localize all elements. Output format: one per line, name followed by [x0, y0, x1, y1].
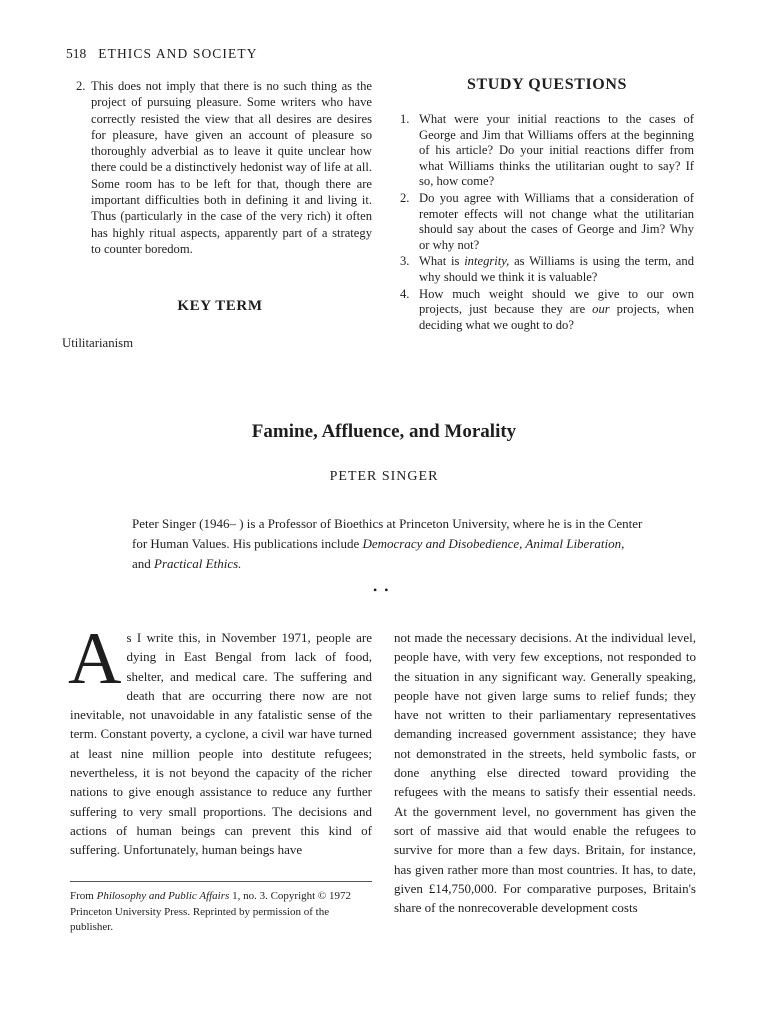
body-column-right	[394, 628, 696, 917]
body-column-left	[68, 618, 372, 860]
endnote-number: 2.	[76, 79, 86, 93]
study-question: 3. What is integrity, as Williams is using the term, and why should we think it is valuable?	[400, 254, 694, 284]
book-title: Democracy and Disobedience, Animal Liberation,	[362, 536, 625, 551]
key-term-heading: KEY TERM	[177, 298, 263, 314]
study-question: 2. Do you agree with Williams that a consideration of remoter effects will not change what the utilitarian should say about the cases of George and Jim? Why or why not?	[400, 190, 694, 252]
study-question: 4. How much weight should we give to our own projects, just because they are our projects, when deciding what we ought to do?	[400, 286, 694, 332]
footnote-divider	[70, 881, 372, 882]
endnote-text: This does not imply that there is no such thing as the project of pursuing pleasure. Some writers who have correctly resisted the view that all desires are desires for pleasure, have given an account of pleasure so thoroughly adverbial as to leave it quite unclear how there could be a distinctively hedonist way of life at all. Some room has to be left for that, though there are important difficulties both in defining it and living it. Thus (particularly in the case of the very rich) it often has highly ritual aspects, apparently part of a strategy to counter boredom.	[91, 79, 372, 256]
copyright-footnote: From Philosophy and Public Affairs 1, no. 3. Copyright © 1972 Princeton University Press. Reprinted by permission of the publisher.	[70, 890, 352, 933]
key-term-item: Utilitarianism	[62, 336, 134, 350]
article-author: PETER SINGER	[329, 469, 439, 484]
emphasis: our	[592, 302, 610, 317]
journal-title: Philosophy and Public Affairs	[96, 890, 230, 902]
article-title: Famine, Affluence, and Morality	[251, 421, 517, 442]
emphasis: integrity,	[464, 254, 510, 269]
endnote-2	[76, 78, 372, 257]
body-text: s I write this, in November 1971, people are dying in East Bengal from lack of food, shelter, and medical care. The suffering and death that are occurring there now are not inevitable, not unavoidable in any fatalistic sense of the term. Constant poverty, a cyclone, a civil war have turned at least nine million people into destitute refugees; nevertheless, it is not beyond the capacity of the richer nations to give enough assistance to reduce any further suffering to very small proportions. The decisions and actions of human beings can prevent this kind of suffering. Unfortunately, human beings have	[70, 630, 372, 858]
drop-cap: A	[68, 618, 122, 700]
body-text: not made the necessary decisions. At the individual level, people have, with very few exceptions, not responded to the situation in any significant way. Generally speaking, people have not given large sums to relief funds; they have not written to their parliamentary representatives demanding increased government assistance; they have not demonstrated in the streets, held symbolic fasts, or done anything else directed toward providing the refugees with the means to satisfy their essential needs. At the government level, no government has given the sort of massive aid that would enable the refugees to survive for more than a few days. Britain, for instance, has given rather more than most countries. It has, to date, given £14,750,000. For comparative purposes, Britain's share of the nonrecoverable development costs	[394, 630, 696, 916]
page-number: 518	[66, 46, 87, 61]
study-questions-list	[400, 112, 694, 334]
author-bio: Peter Singer (1946– ) is a Professor of Bioethics at Princeton University, where he is in the Center for Human Values. His publications include Democracy and Disobedience, Animal Liberation, and Practical Ethics.	[132, 516, 643, 571]
running-header	[66, 46, 258, 62]
book-title: Practical Ethics.	[154, 556, 242, 571]
section-separator: • •	[373, 583, 391, 597]
running-title: ETHICS AND SOCIETY	[98, 46, 258, 61]
study-questions-heading: STUDY QUESTIONS	[466, 76, 627, 93]
study-question: 1. What were your initial reactions to the cases of George and Jim that Williams offers at the beginning of his article? Do your initial reactions differ from what Williams thinks the utilitarian ought to say? If so, how come?	[400, 112, 694, 189]
